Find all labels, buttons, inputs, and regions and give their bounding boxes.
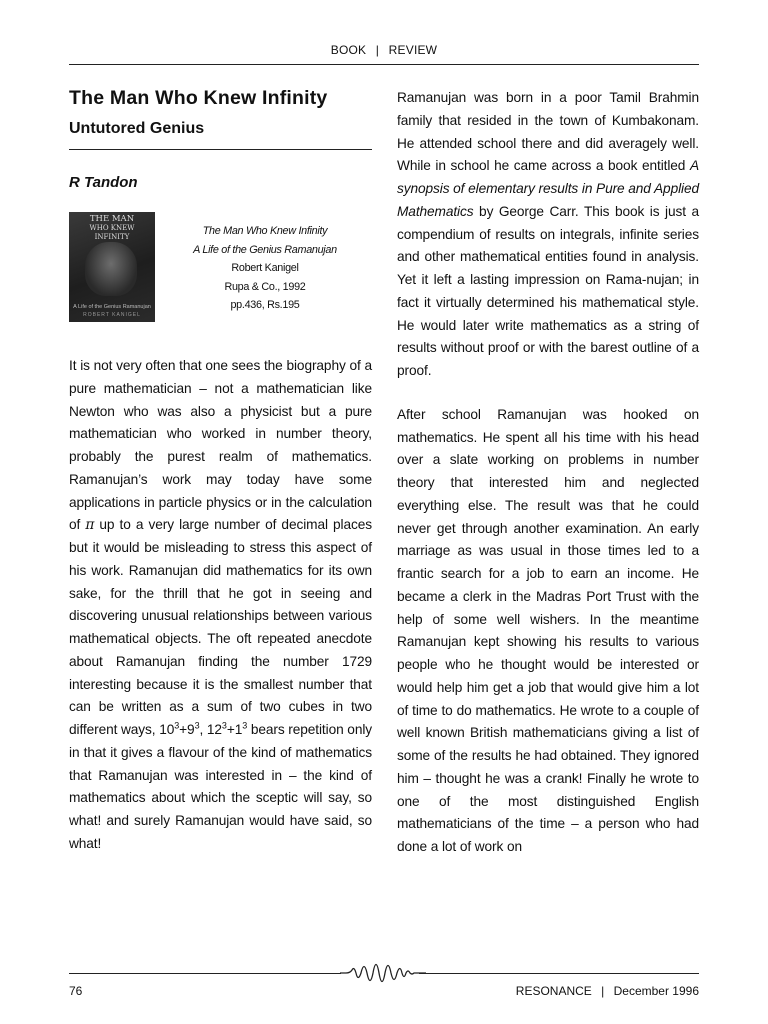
- sine-wave-icon: [340, 956, 426, 992]
- header-separator: |: [375, 43, 380, 57]
- exponent: 3: [242, 720, 248, 731]
- article-subtitle: Untutored Genius: [69, 120, 205, 137]
- cover-title: [73, 215, 151, 242]
- book-subtitle: A Life of the Genius Ramanujan: [193, 243, 337, 256]
- pi-symbol: π: [85, 517, 95, 534]
- text-run: +1: [226, 722, 243, 737]
- text-run: bears repetition only in that it gives a flavour of the kind of mathematics that Ramanujan was interested in – the kind of mathematics about which the sceptic will say, so what! and surely Ramanujan would have said, so what!: [69, 722, 373, 851]
- header-rule: [69, 64, 699, 65]
- formula-1729-a: [159, 722, 199, 737]
- book-title: The Man Who Knew Infinity: [202, 225, 328, 237]
- book-author: Robert Kanigel: [231, 262, 299, 274]
- article-title: The Man Who Knew Infinity: [69, 87, 328, 109]
- running-header: [0, 43, 768, 57]
- exponent: 3: [221, 720, 227, 731]
- left-column: [69, 355, 372, 856]
- body-paragraph: [69, 355, 372, 856]
- book-reference: A synopsis of elementary results in Pure and Applied Mathematics: [397, 158, 699, 219]
- article-author: R Tandon: [69, 174, 138, 191]
- body-paragraph: After school Ramanujan was hooked on mathematics. He spent all his time with his head over a slate working on problems in number theory that interested him and neglected everything else. The result was that he could never get through another examination. An early marriage as was usual in those times led to a frantic search for a job to earn an income. He became a clerk in the Madras Port Trust with the help of some well wishers. In the meantime Ramanujan kept showing his results to various people who he thought would be interested or would help him get a job that would give him a lot of time to do mathematics. He wrote to a couple of well known British mathematicians giving a list of some of the results he had obtained. They ignored him – thought he was a crank! Finally he wrote to one of the most distinguished English mathematicians of the time – a person who had done a lot of work on: [397, 406, 699, 854]
- journal-name: RESONANCE: [515, 984, 592, 998]
- text-run: Ramanujan was born in a poor Tamil Brahmin family that resided in the town of Kumbakonam. He attended school there and did averagely well. While in school he came across a book entitled: [397, 90, 699, 174]
- header-section: BOOK: [330, 43, 367, 57]
- footer-rule-right: [419, 973, 699, 974]
- text-run: It is not very often that one sees the biography of a pure mathematician – not a mathematician like Newton who was also a physicist but a pure mathematician who worked in number theory, probably the purest realm of mathematics. Ramanujan’s work may today have some applications in particle physics or in the calculation of: [69, 358, 372, 533]
- text-run: +9: [179, 722, 195, 737]
- text-run: by George Carr. This book is just a compendium of results on integrals, infinite series and other mathematical entities found in analysis. Yet it left a lasting impression on Rama-nujan; in fact it virtually determined his mathematical style. He would later write mathematics as a string of results without proof or with the barest outline of a proof.: [397, 203, 699, 378]
- cover-title-line2: WHO KNEW INFINITY: [89, 224, 135, 241]
- page-number: 76: [69, 984, 83, 998]
- title-rule: [69, 149, 372, 150]
- book-details: [170, 222, 360, 315]
- issue-date: December 1996: [613, 984, 699, 998]
- right-column: [397, 87, 699, 859]
- cover-portrait: [85, 242, 137, 296]
- exponent: 3: [174, 720, 180, 731]
- cover-subtitle: A Life of the Genius Ramanujan: [73, 304, 151, 310]
- formula-1729-b: [207, 722, 247, 737]
- footer-rule-left: [69, 973, 341, 974]
- text-run: 12: [206, 722, 222, 737]
- footer-separator: |: [601, 984, 605, 998]
- header-subsection: REVIEW: [388, 43, 438, 57]
- cover-title-line1: THE MAN: [89, 214, 135, 224]
- exponent: 3: [194, 720, 200, 731]
- journal-issue: [516, 984, 699, 998]
- cover-author: ROBERT KANIGEL: [83, 312, 141, 318]
- book-publisher: Rupa & Co., 1992: [224, 280, 306, 293]
- body-paragraph: [397, 87, 699, 383]
- text-run: ,: [199, 722, 207, 737]
- title-block: [69, 86, 372, 139]
- book-cover-image: [69, 212, 155, 322]
- text-run: 10: [159, 722, 175, 737]
- text-run: up to a very large number of decimal places but it would be misleading to stress this aspect of his work. Ramanujan did mathematics for its own sake, for the thrill that he got in seeing and discovering unusual relationships between various mathematical objects. The oft repeated anecdote about Ramanujan finding the number 1729 interesting because it is the smallest number that can be written as a sum of two cubes in two different ways,: [69, 517, 372, 737]
- book-pages-price: pp.436, Rs.195: [230, 299, 300, 311]
